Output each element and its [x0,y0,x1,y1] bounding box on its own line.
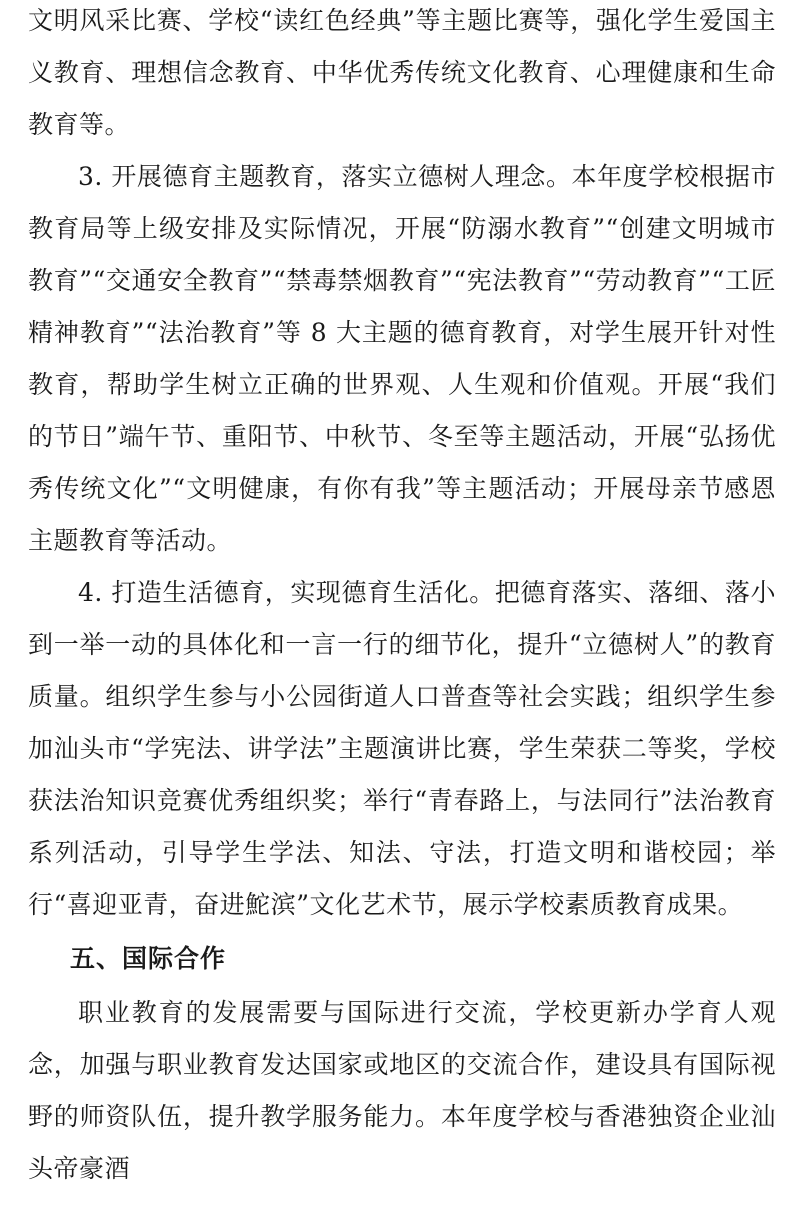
paragraph-theme-education: 3. 开展德育主题教育，落实立德树人理念。本年度学校根据市教育局等上级安排及实际情况，开展“防溺水教育”“创建文明城市教育”“交通安全教育”“禁毒禁烟教育”“宪法教育”“劳动教育”“工匠精神教育”“法治教育”等 8 大主题的德育教育，对学生展开针对性教育，帮助学生树立正确的世界观、人生观和价值观。开展“我们的节日”端午节、重阳节、中秋节、冬至等主题活动，开展“弘扬优秀传统文化”“文明健康，有你有我”等主题活动；开展母亲节感恩主题教育等活动。 [28,162,776,555]
paragraph-moral-education-continued: 文明风采比赛、学校“读红色经典”等主题比赛等，强化学生爱国主义教育、理想信念教育、中华优秀传统文化教育、心理健康和生命教育等。 [28,6,776,139]
document-page [28,0,776,1195]
section-heading-international-cooperation: 五、国际合作 [70,944,227,973]
paragraph-life-education: 4. 打造生活德育，实现德育生活化。把德育落实、落细、落小到一举一动的具体化和一言一行的细节化，提升“立德树人”的教育质量。组织学生参与小公园街道人口普查等社会实践；组织学生参加汕头市“学宪法、讲学法”主题演讲比赛，学生荣获二等奖，学校获法治知识竞赛优秀组织奖；举行“青春路上，与法同行”法治教育系列活动，引导学生学法、知法、守法，打造文明和谐校园；举行“喜迎亚青，奋进鮀滨”文化艺术节，展示学校素质教育成果。 [28,578,776,919]
paragraph-international-cooperation: 职业教育的发展需要与国际进行交流，学校更新办学育人观念，加强与职业教育发达国家或地区的交流合作，建设具有国际视野的师资队伍，提升教学服务能力。本年度学校与香港独资企业汕头帝豪酒 [28,998,776,1183]
